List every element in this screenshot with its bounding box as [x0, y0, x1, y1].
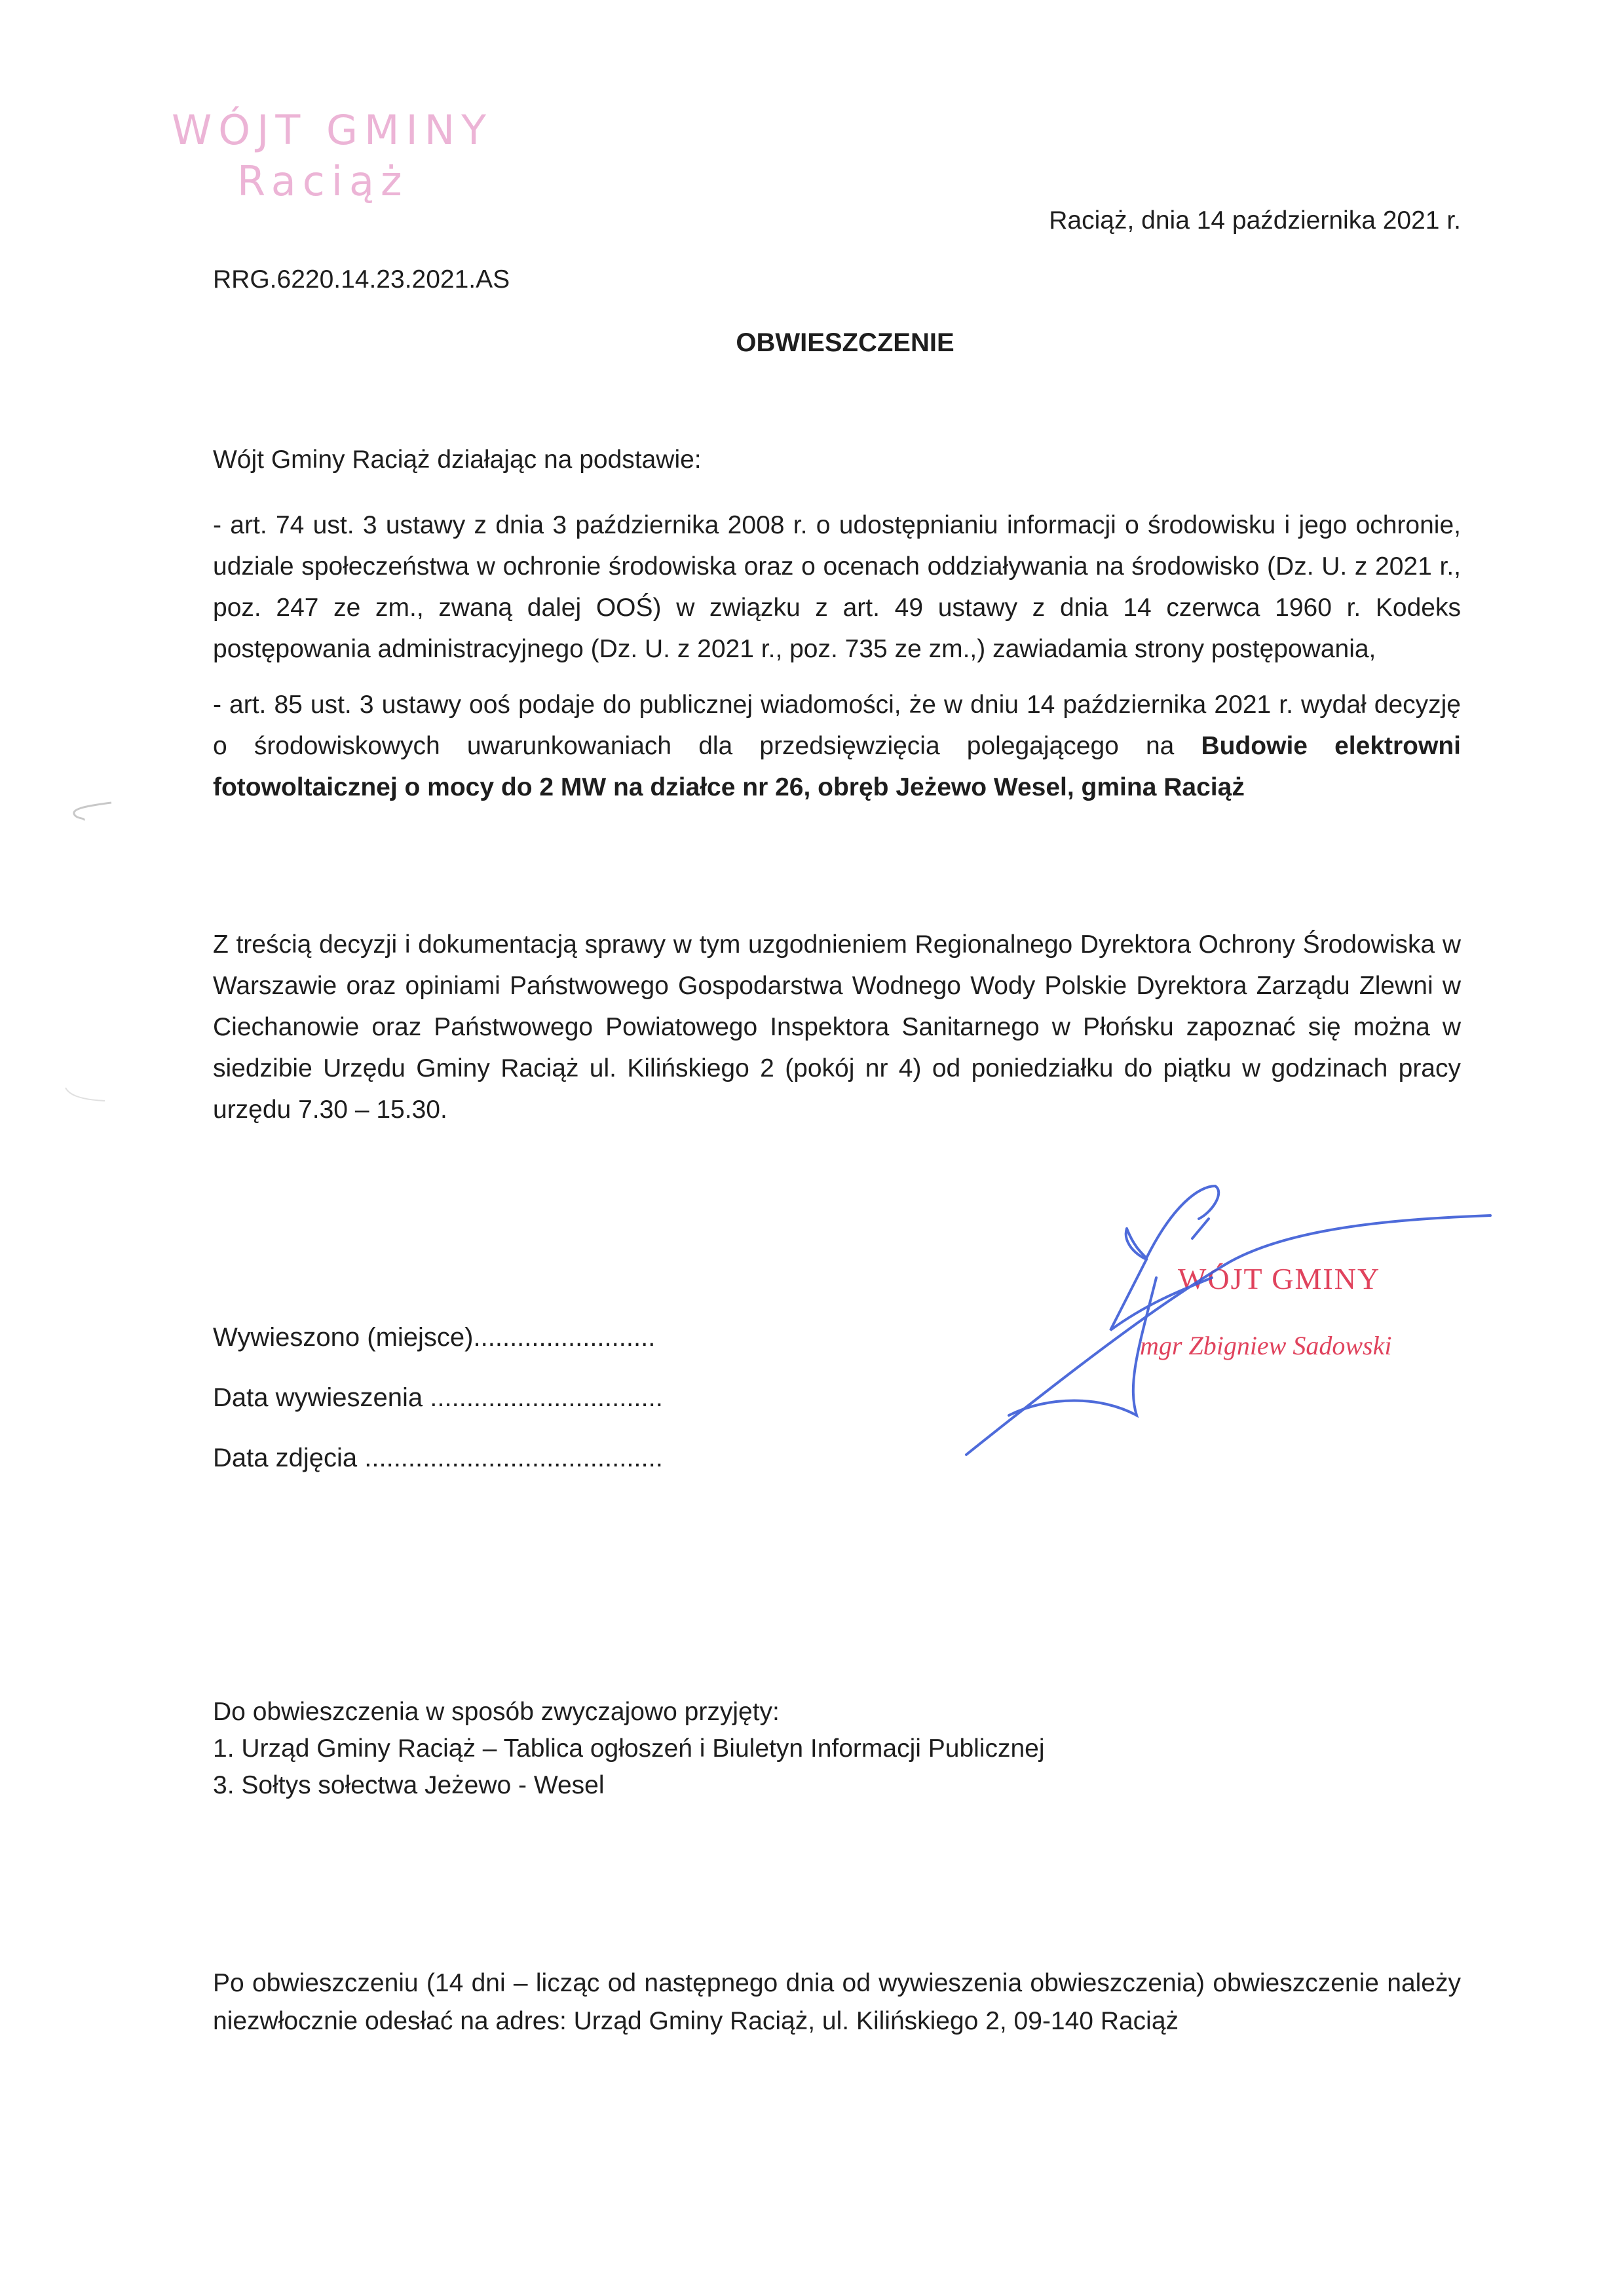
- form-blank: .........................................: [357, 1444, 663, 1472]
- stamp-line-1: WÓJT GMINY: [172, 106, 493, 154]
- reference-number: RRG.6220.14.23.2021.AS: [213, 265, 510, 294]
- signature-stamp-title: WÓJT GMINY: [1178, 1262, 1381, 1295]
- distribution-heading: Do obwieszczenia w sposób zwyczajowo przyjęty:: [213, 1698, 780, 1726]
- handwritten-signature: [950, 1147, 1539, 1507]
- distribution-item: 1. Urząd Gminy Raciąż – Tablica ogłoszeń i Biuletyn Informacji Publicznej: [213, 1734, 1045, 1763]
- posting-form: [213, 1307, 663, 1488]
- signature-stamp-name: mgr Zbigniew Sadowski: [1140, 1331, 1392, 1360]
- form-label: Wywieszono (miejsce): [213, 1323, 474, 1352]
- form-label: Data zdjęcia: [213, 1444, 358, 1472]
- form-field-post-date: [213, 1368, 663, 1428]
- form-blank: .........................: [473, 1323, 656, 1352]
- legal-basis-point-1: - art. 74 ust. 3 ustawy z dnia 3 października 2008 r. o udostępnianiu informacji o środowisku i jego ochronie, udziale społeczeństwa w ochronie środowiska oraz o ocenach oddziaływania na środowisko (Dz. U. z 2021 r., poz. 247 ze zm., zwaną dalej OOŚ) w związku z art. 49 ustawy z dnia 14 czerwca 1960 r. Kodeks postępowania administracyjnego (Dz. U. z 2021 r., poz. 735 ze zm.,) zawiadamia strony postępowania,: [213, 511, 1461, 663]
- office-stamp: [172, 105, 493, 207]
- scan-artifact: [39, 786, 170, 1540]
- signature-stroke: [1110, 1229, 1212, 1330]
- form-field-place: [213, 1307, 663, 1368]
- stamp-line-2: Raciąż: [237, 157, 409, 205]
- form-field-removal-date: [213, 1428, 663, 1488]
- signature-stroke: [1192, 1219, 1209, 1238]
- form-label: Data wywieszenia: [213, 1383, 423, 1412]
- project-description: Budowie elektrowni fotowoltaicznej o mocy do 2 MW na działce nr 26, obręb Jeżewo Wesel, gmina Raciąż: [213, 732, 1461, 801]
- place-date: Raciąż, dnia 14 października 2021 r.: [1049, 206, 1461, 235]
- legal-basis-point-2: [213, 684, 1461, 808]
- return-instructions: Po obwieszczeniu (14 dni – licząc od następnego dnia od wywieszenia obwieszczenia) obwieszczenie należy niezwłocznie odesłać na adres: Urząd Gminy Raciąż, ul. Kilińskiego 2, 09-140 Raciąż: [213, 1969, 1461, 2035]
- information-paragraph: Z treścią decyzji i dokumentacją sprawy w tym uzgodnieniem Regionalnego Dyrektora Ochrony Środowiska w Warszawie oraz opiniami Państwowego Gospodarstwa Wodnego Wody Polskie Dyrektora Zarządu Zlewni w Ciechanowie oraz Państwowego Powiatowego Inspektora Sanitarnego w Płońsku zapoznać się można w siedzibie Urzędu Gminy Raciąż ul. Kilińskiego 2 (pokój nr 4) od poniedziałku do piątku w godzinach pracy urzędu 7.30 – 15.30.: [213, 930, 1461, 1124]
- distribution-list: [213, 1694, 1045, 1804]
- signature-stroke: [966, 1215, 1490, 1455]
- distribution-item: 3. Sołtys sołectwa Jeżewo - Wesel: [213, 1771, 605, 1799]
- point-2-text: - art. 85 ust. 3 ustawy ooś podaje do publicznej wiadomości, że w dniu 14 października 2021 r. wydał decyzję o środowiskowych uwarunkowaniach dla przedsięwzięcia polegającego na: [213, 691, 1461, 760]
- form-blank: ................................: [423, 1383, 663, 1412]
- intro-paragraph: Wójt Gminy Raciąż działając na podstawie:: [213, 446, 702, 474]
- document-title: OBWIESZCZENIE: [736, 328, 954, 357]
- signature-stroke: [1009, 1278, 1156, 1415]
